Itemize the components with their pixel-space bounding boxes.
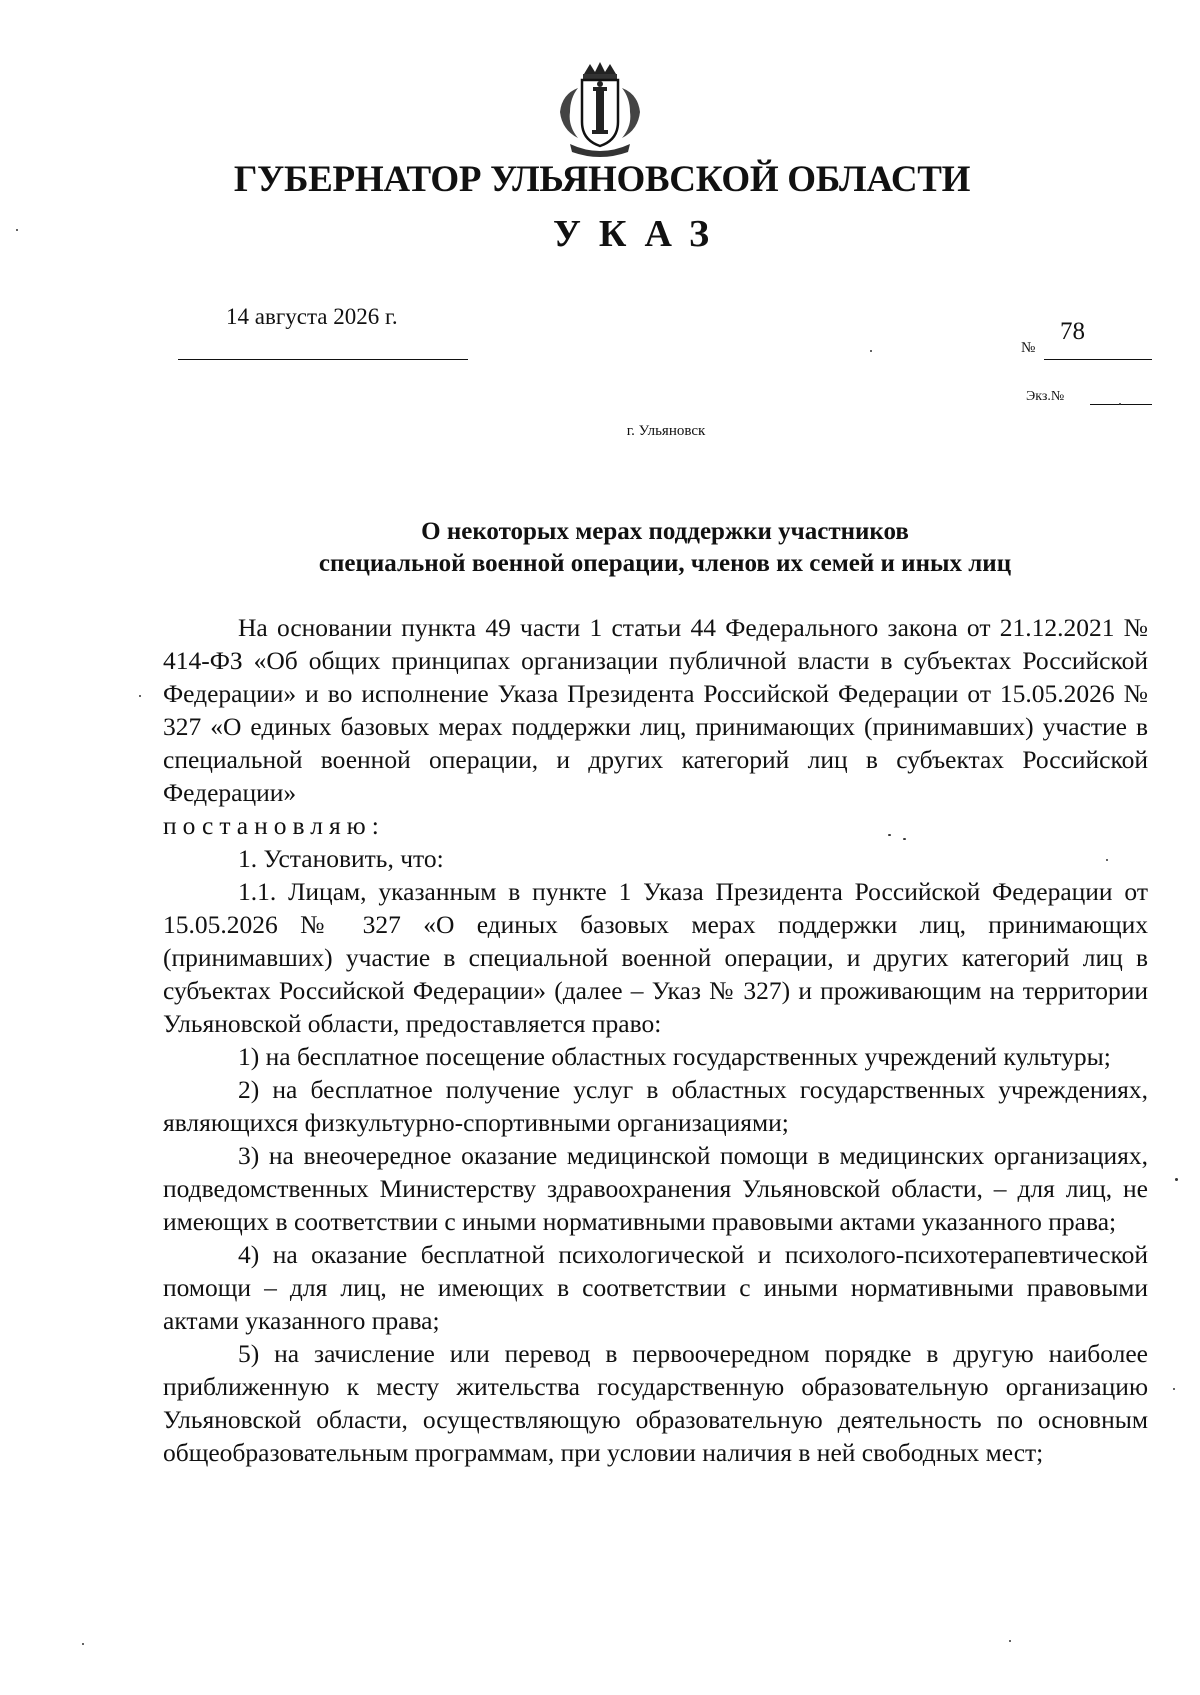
governor-title: ГУБЕРНАТОР УЛЬЯНОВСКОЙ ОБЛАСТИ [233,159,971,200]
subitem-4: 4) на оказание бесплатной психологической и психолого-психотерапевтической помощи – для лиц, не имеющих в соответствии с иными нормативными правовыми актами указанного права; [163,1240,1148,1335]
subitem-5: 5) на зачисление или перевод в первоочередном порядке в другую наиболее приближенную к месту жительства государственную образовательную организацию Ульяновской области, осуществляющую образовательную деятельность по основным общеобразовательным программам, при условии наличия в ней свободных мест; [163,1339,1148,1467]
coat-of-arms-emblem [548,60,652,160]
number-underline [1044,359,1152,360]
city: г. Ульяновск [626,423,706,439]
number-sign: № [1021,340,1036,356]
copy-number-label: Экз.№ [1026,389,1065,404]
subitem-2: 2) на бесплатное получение услуг в областных государственных учреждениях, являющихся физкультурно-спортивными организациями; [163,1075,1148,1137]
document-number: 78 [1060,318,1085,345]
document-heading [180,516,1150,580]
heading-line-2: специальной военной операции, членов их семей и иных лиц [318,550,1012,577]
item-1-1: 1.1. Лицам, указанным в пункте 1 Указа Президента Российской Федерации от 15.05.2026 № 327 «О единых базовых мерах поддержки лиц, принимающих (принимавших) участие в специальной военной операции, и других категорий лиц в субъектах Российской Федерации» (далее – Указ № 327) и проживающим на территории Ульяновской области, предоставляется право: [163,877,1148,1038]
heading-line-1: О некоторых мерах поддержки участников [421,518,909,545]
item-1: 1. Установить, что: [238,844,444,873]
document-type: УКАЗ [553,213,727,255]
document-body [163,611,1148,1469]
date-underline [178,359,468,360]
preamble-paragraph: На основании пункта 49 части 1 статьи 44 Федерального закона от 21.12.2021 № 414-ФЗ «Об общих принципах организации публичной власти в субъектах Российской Федерации» и во исполнение Указа Президента Российской Федерации от 15.05.2026 № 327 «О единых базовых мерах поддержки лиц, принимающих (принимавших) участие в специальной военной операции, и других категорий лиц в субъектах Российской Федерации» [163,613,1148,807]
copy-number-underline [1090,404,1152,405]
subitem-1: 1) на бесплатное посещение областных государственных учреждений культуры; [238,1042,1111,1071]
decree-word: постановляю: [163,811,385,840]
document-date: 14 августа 2026 г. [226,304,398,329]
subitem-3: 3) на внеочередное оказание медицинской помощи в медицинских организациях, подведомственных Министерству здравоохранения Ульяновской области, – для лиц, не имеющих в соответствии с иными нормативными правовыми актами указанного права; [163,1141,1148,1236]
